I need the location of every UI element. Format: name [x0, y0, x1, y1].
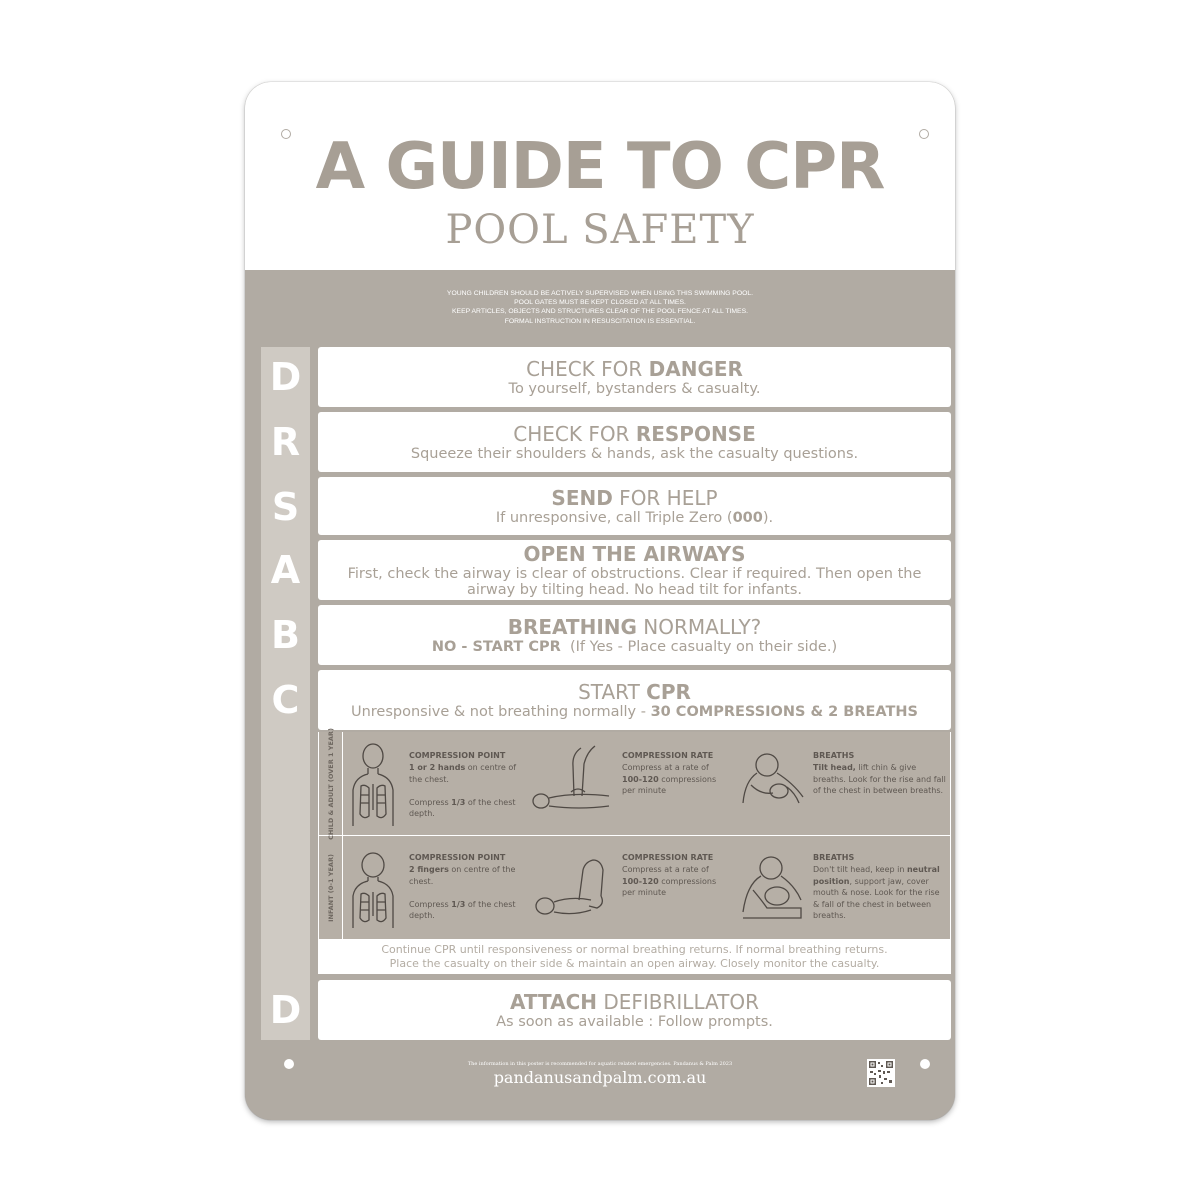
panel-divider: [319, 835, 950, 836]
step-response: [318, 412, 951, 472]
infant-label: INFANT (0-1 YEAR): [319, 836, 343, 939]
notice-line: YOUNG CHILDREN SHOULD BE ACTIVELY SUPERVISED WHEN USING THIS SWIMMING POOL.: [446, 290, 754, 297]
infant-compression-icon: [531, 856, 613, 922]
step-heading: BREATHING NORMALLY?: [507, 614, 762, 639]
step-danger: [318, 347, 951, 407]
step-text: First, check the airway is clear of obstructions. Clear if required. Then open the airway by tilting head. No head tilt for infants.: [347, 566, 922, 598]
step-heading: ATTACH DEFIBRILLATOR: [509, 989, 760, 1014]
infant-compression-rate-title: COMPRESSION RATE: [622, 853, 714, 862]
infant-torso-icon: [349, 850, 397, 930]
letter-c: C: [271, 678, 300, 722]
infant-compression-point-text: 2 fingers on centre of the chest. Compress 1/3 of the chest depth.: [409, 865, 516, 920]
notice-line: POOL GATES MUST BE KEPT CLOSED AT ALL TIMES.: [514, 299, 686, 307]
step-heading: SEND FOR HELP: [551, 485, 718, 510]
adult-breaths-text: Tilt head, lift chin & give breaths. Look for the rise and fall of the chest in between breaths.: [813, 763, 946, 795]
adult-label: CHILD & ADULT (OVER 1 YEAR): [319, 732, 343, 835]
footer-disclaimer: The information in this poster is recommended for aquatic related emergencies. Pandanus & Palm 2023: [467, 1061, 733, 1067]
letter-d: D: [269, 355, 302, 399]
infant-breaths-text: Don't tilt head, keep in neutral position, support jaw, cover mouth & nose. Look for the rise & fall of the chest in between breaths.: [813, 865, 940, 920]
sign-header: [245, 82, 955, 270]
sign-title: A GUIDE TO CPR: [315, 130, 885, 204]
letter-b: B: [271, 613, 300, 657]
step-text: Unresponsive & not breathing normally - 30 COMPRESSIONS & 2 BREATHS: [350, 703, 918, 720]
continue-line: Continue CPR until responsiveness or normal breathing returns. If normal breathing returns.: [381, 943, 888, 956]
letter-s: S: [271, 485, 300, 529]
adult-breaths-title: BREATHS: [813, 751, 855, 760]
continue-line: Place the casualty on their side & maintain an open airway. Closely monitor the casualty.: [389, 957, 880, 970]
letter-a: A: [270, 548, 301, 592]
infant-compression-point-title: COMPRESSION POINT: [409, 853, 506, 862]
adult-compression-point-text: 1 or 2 hands on centre of the chest. Compress 1/3 of the chest depth.: [409, 763, 517, 818]
step-text: To yourself, bystanders & casualty.: [508, 380, 761, 397]
step-defibrillator: [318, 980, 951, 1040]
cpr-instructions-panel: [318, 727, 951, 940]
step-send-help: [318, 477, 951, 535]
notice-line: FORMAL INSTRUCTION IN RESUSCITATION IS ESSENTIAL.: [504, 317, 696, 325]
step-heading: CHECK FOR DANGER: [526, 356, 743, 381]
adult-torso-icon: [349, 740, 397, 828]
notice-line: KEEP ARTICLES, OBJECTS AND STRUCTURES CLEAR OF THE POOL FENCE AT ALL TIMES.: [452, 308, 748, 316]
step-text: NO - START CPR (If Yes - Place casualty on their side.): [431, 638, 838, 655]
infant-breaths-title: BREATHS: [813, 853, 855, 862]
footer-website: pandanusandpalm.com.au: [493, 1068, 707, 1087]
letter-d-defib: D: [269, 988, 302, 1032]
step-text: If unresponsive, call Triple Zero (000).: [495, 509, 774, 526]
adult-breaths-icon: [737, 747, 807, 809]
step-heading: OPEN THE AIRWAYS: [523, 542, 746, 566]
adult-compression-rate-title: COMPRESSION RATE: [622, 751, 714, 760]
step-text: As soon as available : Follow prompts.: [496, 1013, 773, 1030]
continue-cpr-note: [318, 940, 951, 974]
adult-compression-rate-text: Compress at a rate of 100-120 compressions per minute: [622, 763, 717, 795]
step-airways: [318, 540, 951, 600]
step-heading: CHECK FOR RESPONSE: [513, 421, 756, 446]
infant-compression-rate-text: Compress at a rate of 100-120 compressions per minute: [622, 865, 717, 897]
qr-code-icon: [867, 1059, 895, 1087]
adult-compression-point-title: COMPRESSION POINT: [409, 751, 506, 760]
cpr-sign: [245, 82, 955, 1120]
step-heading: START CPR: [578, 679, 691, 704]
adult-compression-icon: [529, 744, 614, 814]
supervision-notice: [245, 289, 955, 326]
letter-r: R: [270, 420, 301, 464]
step-start-cpr: [318, 670, 951, 730]
step-text: Squeeze their shoulders & hands, ask the casualty questions.: [410, 445, 859, 462]
infant-breaths-icon: [737, 852, 807, 922]
sign-subtitle: POOL SAFETY: [445, 207, 755, 253]
step-breathing: [318, 605, 951, 665]
